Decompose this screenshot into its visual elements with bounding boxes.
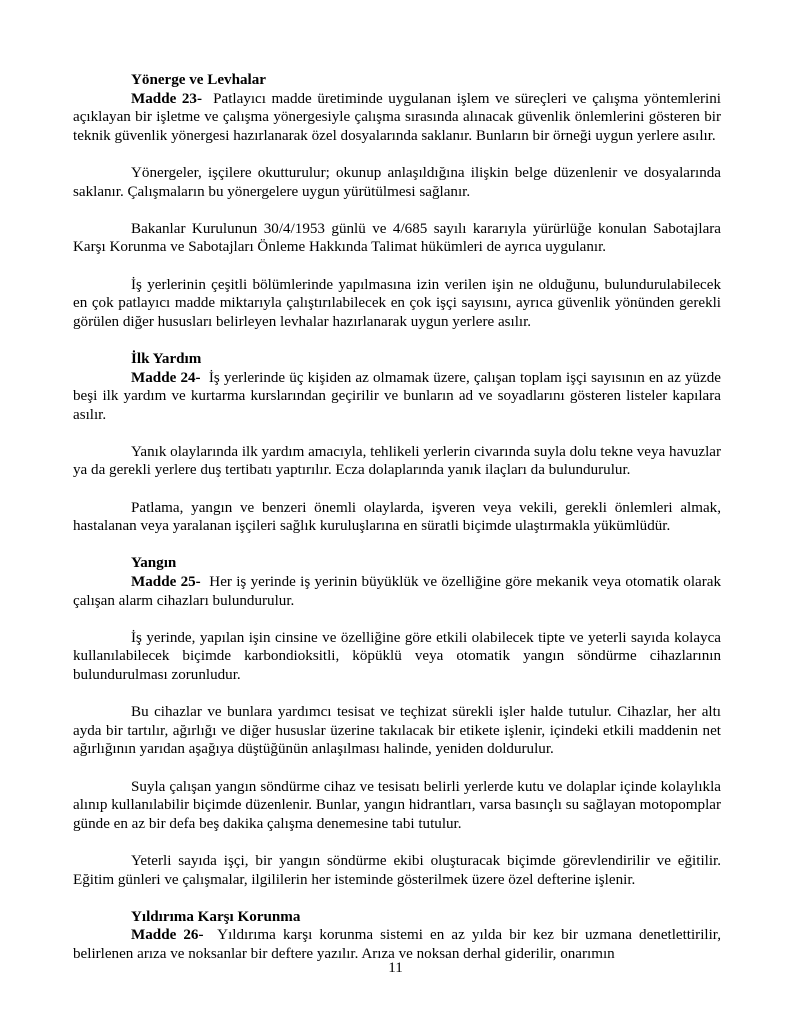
article-paragraph (73, 926, 721, 963)
body-paragraph: Yanık olaylarında ilk yardım amacıyla, tehlikeli yerlerin civarında suyla dolu tekne veya havuzlar ya da gerekli yerlere duş tertibatı yaptırılır. Ecza dolaplarında yanık ilaçları da bulundurulur. (73, 443, 721, 479)
article-paragraph (73, 573, 721, 610)
section-heading: İlk Yardım (131, 350, 202, 367)
article-text: Yıldırıma karşı korunma sistemi en az yılda bir kez bir uzmana denetlettirilir, belirlenen arıza ve noksanlar bir deftere yazılır. Arıza ve noksan derhal giderilir, onarımın (73, 927, 721, 962)
article-paragraph (73, 369, 721, 425)
article-number: Madde 26- (131, 927, 204, 944)
article-paragraph (73, 90, 721, 146)
section-madde-26 (73, 908, 721, 964)
document-page (73, 71, 721, 964)
section-madde-23 (73, 71, 721, 350)
page-number: 11 (388, 960, 403, 976)
section-heading: Yıldırıma Karşı Korunma (131, 908, 301, 925)
body-paragraph: Patlama, yangın ve benzeri önemli olaylarda, işveren veya vekili, gerekli önlemleri almak, hastalanan veya yaralanan işçileri sağlık kuruluşlarına en süratli biçimde ulaştırmakla yükümlüdür. (73, 499, 721, 535)
section-heading: Yönerge ve Levhalar (131, 72, 266, 88)
body-paragraph: Bakanlar Kurulunun 30/4/1953 günlü ve 4/685 sayılı kararıyla yürürlüğe konulan Sabotajlara Karşı Korunma ve Sabotajları Önleme Hakkında Talimat hükümleri de ayrıca uygulanır. (73, 220, 721, 256)
body-paragraph: Bu cihazlar ve bunlara yardımcı tesisat ve teçhizat sürekli işler halde tutulur. Cihazlar, her altı ayda bir tartılır, ağırlığı ve diğer hususlar üzerine takılacak bir etikete işlenir, içindeki etkili maddenin net ağırlığının yarıdan aşağıya düştüğünün anlaşılması halinde, yeniden doldurulur. (73, 704, 721, 758)
article-text: İş yerlerinde üç kişiden az olmamak üzere, çalışan toplam işçi sayısının en az yüzde beşi ilk yardım ve kurtarma kurslarından geçirilir ve bunların ad ve soyadlarını gösteren listeler kapılara asılır. (73, 369, 721, 423)
article-number: Madde 25- (131, 574, 201, 591)
section-madde-24 (73, 350, 721, 555)
article-number: Madde 23- (131, 90, 202, 107)
section-heading: Yangın (131, 555, 177, 572)
article-text: Patlayıcı madde üretiminde uygulanan işlem ve süreçleri ve çalışma yöntemlerini açıklayan bir işletme ve çalışma yönergesiyle çalışma sırasında alınacak güvenlik önlemlerini gösteren bir teknik güvenlik yönergesi hazırlanarak özel dosyalarında saklanır. Bunların bir örneği uygun yerlere asılır. (73, 90, 721, 144)
body-paragraph: İş yerinde, yapılan işin cinsine ve özelliğine göre etkili olabilecek tipte ve yeterli sayıda kolayca kullanılabilecek biçimde karbondioksitli, köpüklü veya otomatik yangın söndürme cihazlarının bulundurulması zorunludur. (73, 629, 721, 683)
body-paragraph: İş yerlerinin çeşitli bölümlerinde yapılmasına izin verilen işin ne olduğunu, bulundurulabilecek en çok patlayıcı madde miktarıyla çalıştırılabilecek en çok işçi sayısını, ayrıca güvenlik yönünden gerekli görülen diğer hususları belirleyen levhalar hazırlanarak uygun yerlere asılır. (73, 276, 721, 330)
article-number: Madde 24- (131, 369, 201, 386)
section-madde-25 (73, 554, 721, 907)
body-paragraph: Yeterli sayıda işçi, bir yangın söndürme ekibi oluşturacak biçimde görevlendirilir ve eğitilir. Eğitim günleri ve çalışmalar, ilgililerin her isteminde gösterilmek üzere özel defterine işlenir. (73, 852, 721, 888)
article-text: Her iş yerinde iş yerinin büyüklük ve özelliğine göre mekanik veya otomatik olarak çalışan alarm cihazları bulundurulur. (73, 574, 722, 609)
body-paragraph: Yönergeler, işçilere okutturulur; okunup anlaşıldığına ilişkin belge düzenlenir ve dosyalarında saklanır. Çalışmaların bu yönergelere uygun yürütülmesi sağlanır. (73, 164, 721, 200)
body-paragraph: Suyla çalışan yangın söndürme cihaz ve tesisatı belirli yerlerde kutu ve dolaplar içinde kolaylıkla alınıp kullanılabilir biçimde düzenlenir. Bunlar, yangın hidrantları, varsa basınçlı su sağlayan motopomplar günde en az bir defa beş dakika çalışma denemesine tabi tutulur. (73, 778, 721, 832)
